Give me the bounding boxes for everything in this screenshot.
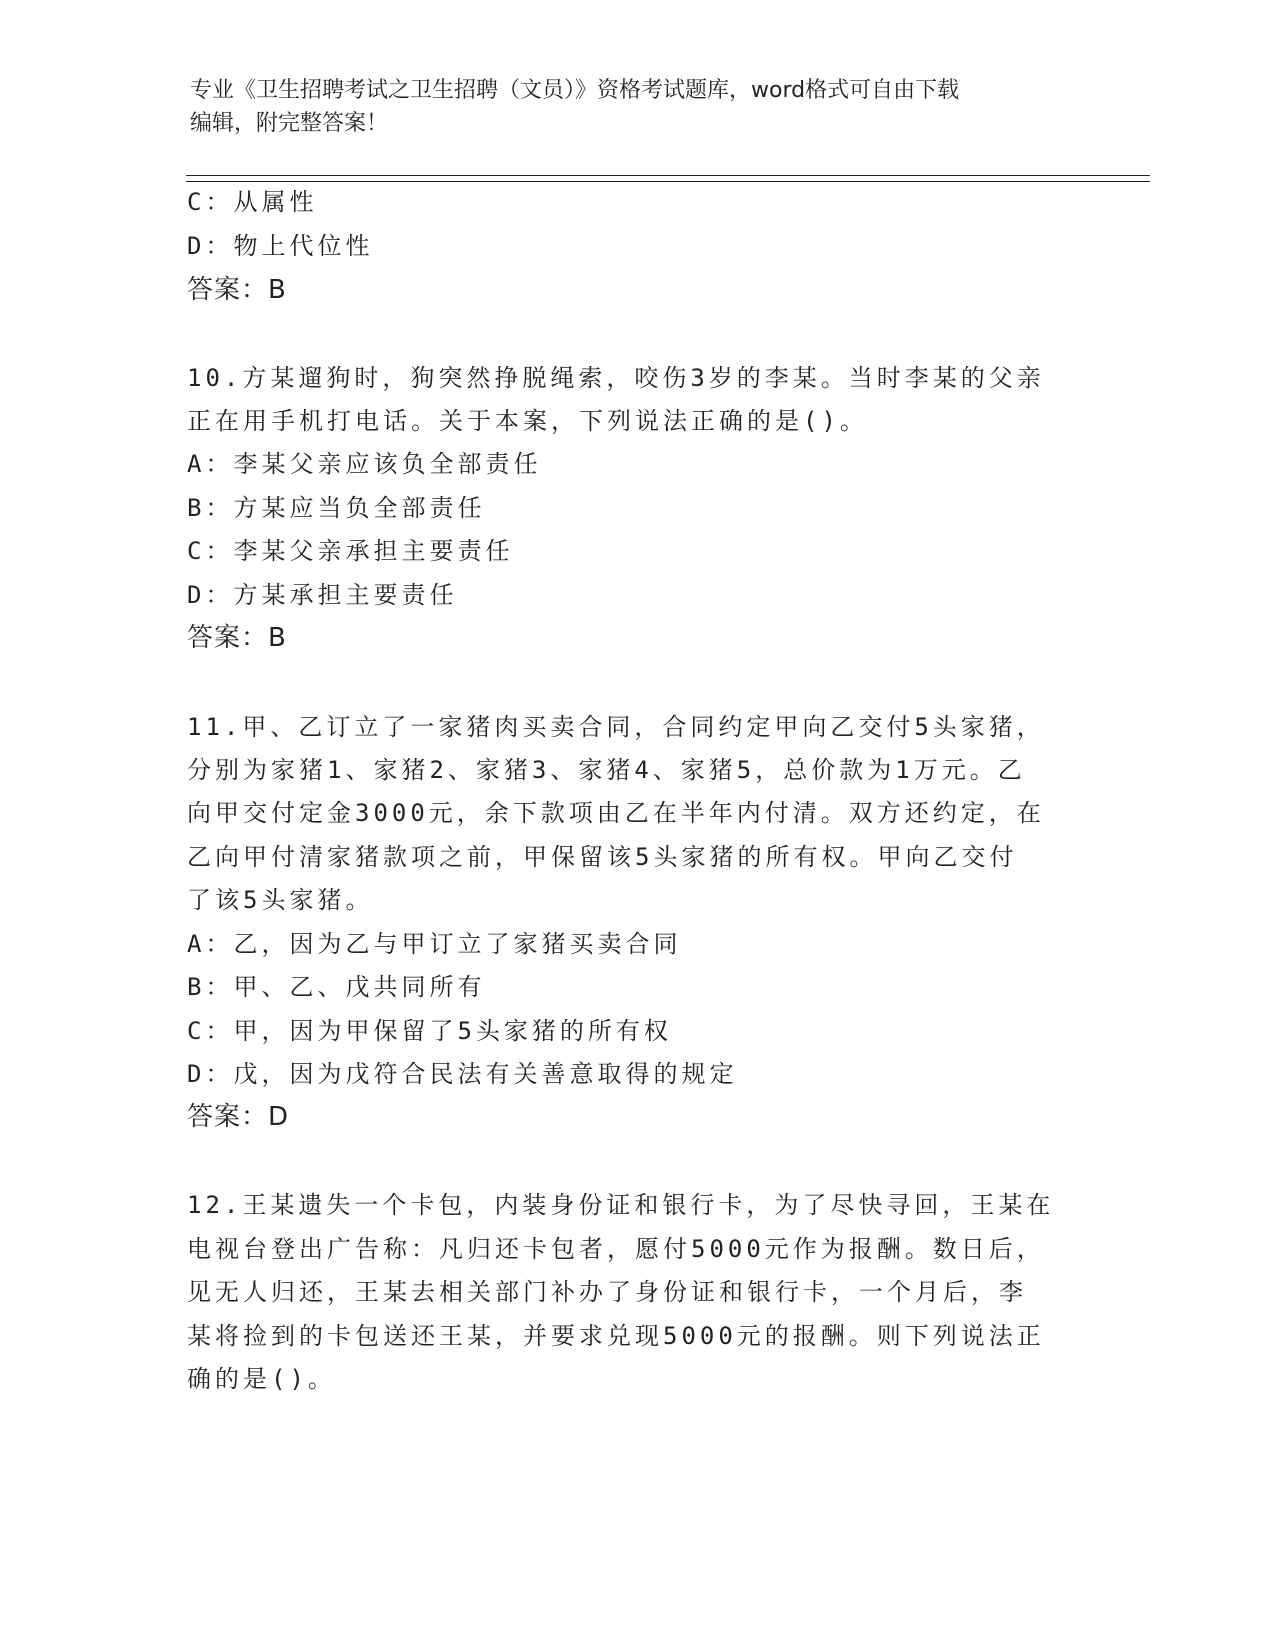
- header-line-1: 专业《卫生招聘考试之卫生招聘（文员）》资格考试题库，word格式可自由下载: [190, 78, 960, 103]
- document-header: [190, 74, 1080, 140]
- q11-stem-line-3: 向甲交付定金3000元，余下款项由乙在半年内付清。双方还约定，在: [187, 799, 1045, 827]
- q10-option-c: C：李某父亲承担主要责任: [187, 537, 514, 565]
- q10-option-d: D：方某承担主要责任: [187, 581, 458, 609]
- header-divider-bottom: [186, 181, 1150, 182]
- q9-option-c: C：从属性: [187, 188, 318, 216]
- q9-answer: 答案：B: [187, 275, 287, 305]
- q11-stem-line-1: 11.甲、乙订立了一家猪肉买卖合同，合同约定甲向乙交付5头家猪，: [187, 713, 1045, 741]
- q11-stem-line-2: 分别为家猪1、家猪2、家猪3、家猪4、家猪5，总价款为1万元。乙: [187, 756, 1026, 784]
- q9-option-d: D：物上代位性: [187, 232, 374, 260]
- q11-answer: 答案：D: [187, 1102, 290, 1132]
- q12-stem-line-1: 12.王某遗失一个卡包，内装身份证和银行卡，为了尽快寻回，王某在: [187, 1191, 1055, 1219]
- q12-stem-line-5: 确的是()。: [187, 1365, 336, 1393]
- q11-option-b: B：甲、乙、戊共同所有: [187, 973, 486, 1001]
- q10-stem-line-2: 正在用手机打电话。关于本案，下列说法正确的是()。: [187, 407, 868, 435]
- header-line-2: 编辑，附完整答案！: [190, 111, 389, 136]
- q10-answer: 答案：B: [187, 623, 287, 653]
- q11-option-c: C：甲，因为甲保留了5头家猪的所有权: [187, 1017, 672, 1045]
- q12-stem-line-2: 电视台登出广告称：凡归还卡包者，愿付5000元作为报酬。数日后，: [187, 1235, 1045, 1263]
- q12-stem-line-4: 某将捡到的卡包送还王某，并要求兑现5000元的报酬。则下列说法正: [187, 1322, 1045, 1350]
- q11-option-a: A：乙，因为乙与甲订立了家猪买卖合同: [187, 930, 682, 958]
- q11-option-d: D：戊，因为戊符合民法有关善意取得的规定: [187, 1060, 738, 1088]
- q10-option-b: B：方某应当负全部责任: [187, 494, 486, 522]
- q10-option-a: A：李某父亲应该负全部责任: [187, 450, 542, 478]
- q11-stem-line-5: 了该5头家猪。: [187, 886, 374, 914]
- header-divider-top: [186, 175, 1150, 176]
- q10-stem-line-1: 10.方某遛狗时，狗突然挣脱绳索，咬伤3岁的李某。当时李某的父亲: [187, 364, 1045, 392]
- q11-stem-line-4: 乙向甲付清家猪款项之前，甲保留该5头家猪的所有权。甲向乙交付: [187, 843, 1018, 871]
- q12-stem-line-3: 见无人归还，王某去相关部门补办了身份证和银行卡，一个月后，李: [187, 1278, 1027, 1306]
